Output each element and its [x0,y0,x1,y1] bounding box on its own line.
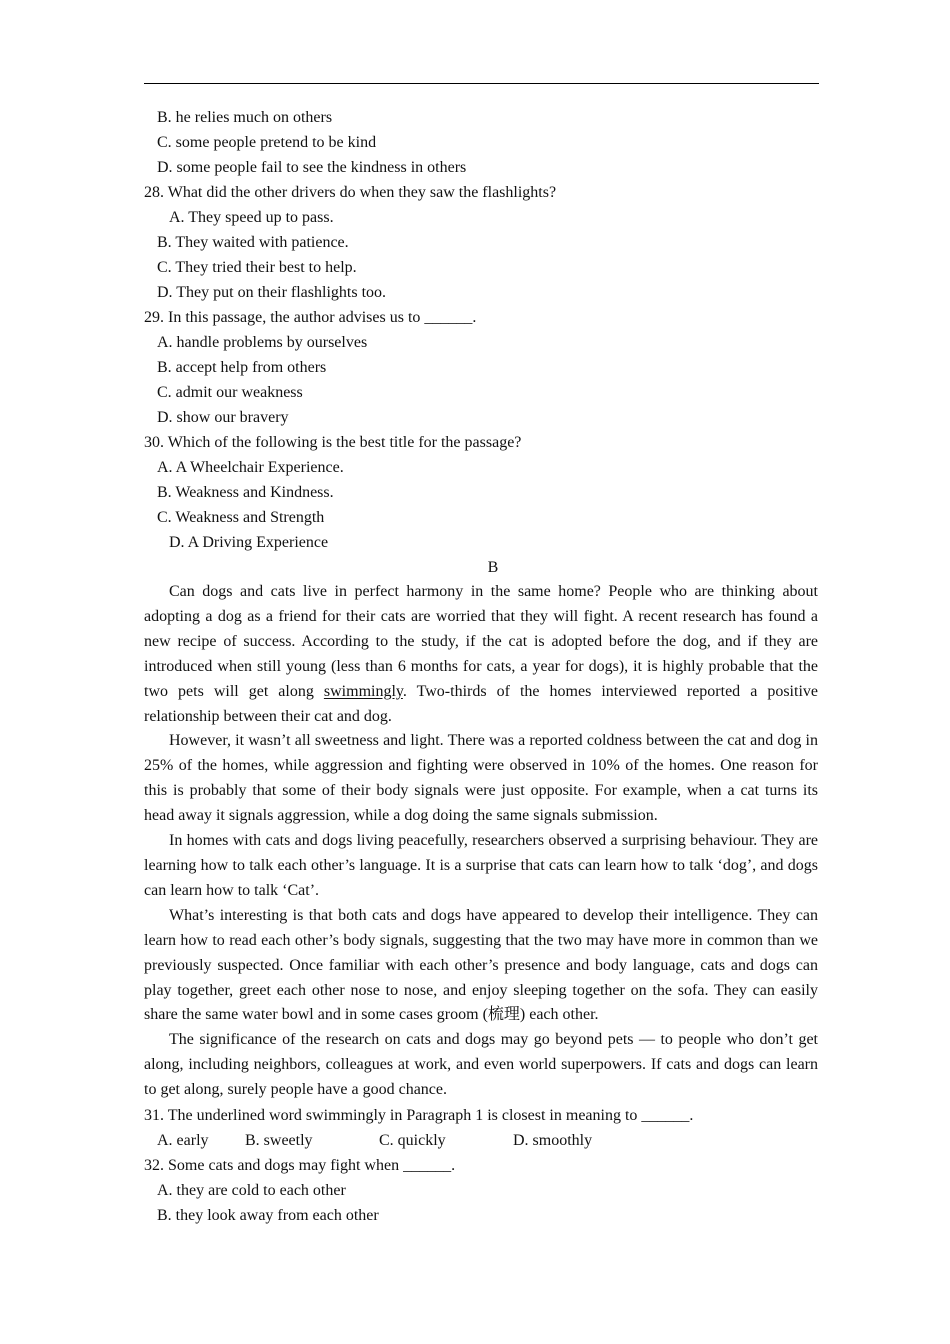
p1-text-after: . Two-thirds of the homes interviewed reported a positive relationship between their cat and dog. [144,682,818,725]
page-content [144,105,818,1228]
q29-option-a: A. handle problems by ourselves [157,334,368,351]
q30-question: 30. Which of the following is the best title for the passage? [144,434,522,451]
q32-option-b: B. they look away from each other [157,1207,379,1225]
passage-paragraph-3: In homes with cats and dogs living peacefully, researchers observed a surprising behaviour. They are learning how to talk each other’s language. It is a surprise that cats can learn how to talk ‘dog’, and dogs can learn how to talk ‘Cat’. [144,832,818,899]
q28-option-a: A. They speed up to pass. [169,209,334,226]
q30-option-d: D. A Driving Experience [169,534,329,551]
q30-option-b: B. Weakness and Kindness. [157,484,334,501]
q28-option-b: B. They waited with patience. [157,234,349,251]
q32-option-a: A. they are cold to each other [157,1182,346,1200]
q31-option-a: A. early [157,1132,209,1150]
q28-option-d: D. They put on their flashlights too. [157,284,387,301]
header-rule [144,83,819,84]
q30-option-c: C. Weakness and Strength [157,509,325,526]
passage-paragraph-4: What’s interesting is that both cats and dogs have appeared to develop their intelligence. They can learn how to read each other’s body signals, suggesting that the two may have more in common than we previously suspected. Once familiar with each other’s presence and body language, cats and dogs can play together, greet each other nose to nose, and enjoy sleeping together on the sofa. They can easily share the same water bowl and in some cases groom (梳理) each other. [144,906,818,1024]
q27-option-b: B. he relies much on others [157,109,333,126]
section-label: B [487,559,499,576]
q31-option-d: D. smoothly [513,1132,593,1150]
q32-question: 32. Some cats and dogs may fight when ______. [144,1157,456,1175]
passage-paragraph-5: The significance of the research on cats and dogs may go beyond pets — to people who don’t get along, including neighbors, colleagues at work, and even world superpowers. If cats and dogs can learn to get along, surely people have a good chance. [144,1031,818,1099]
q27-option-d: D. some people fail to see the kindness in others [157,159,467,176]
passage-paragraph-1 [144,580,818,729]
q31-question: 31. The underlined word swimmingly in Paragraph 1 is closest in meaning to ______. [144,1107,694,1125]
q29-option-c: C. admit our weakness [157,384,303,401]
p1-text-before: Can dogs and cats live in perfect harmony in the same home? People who are thinking about adopting a dog as a friend for their cats are worried that they will fight. A recent research has found a new recipe of success. According to the study, if the cat is adopted before the dog, and if they are introduced when still young (less than 6 months for cats, a year for dogs), it is highly probable that the two pets will get along [144,583,818,700]
q29-option-b: B. accept help from others [157,359,327,376]
q28-question: 28. What did the other drivers do when they saw the flashlights? [144,184,557,201]
q28-option-c: C. They tried their best to help. [157,259,357,276]
passage-paragraph-2: However, it wasn’t all sweetness and light. There was a reported coldness between the cat and dog in 25% of the homes, while aggression and fighting were observed in 10% of the homes. One reason for this is probably that some of their body signals were just opposite. For example, when a cat turns its head away it signals aggression, while a dog doing the same signals submission. [144,732,818,825]
q29-option-d: D. show our bravery [157,409,289,426]
q31-options [144,1128,818,1153]
q29-question: 29. In this passage, the author advises us to ______. [144,309,477,326]
q31-option-c: C. quickly [379,1132,446,1150]
q31-option-b: B. sweetly [245,1132,313,1150]
q27-option-c: C. some people pretend to be kind [157,134,377,151]
q30-option-a: A. A Wheelchair Experience. [157,459,344,476]
underlined-word: swimmingly [323,682,403,700]
